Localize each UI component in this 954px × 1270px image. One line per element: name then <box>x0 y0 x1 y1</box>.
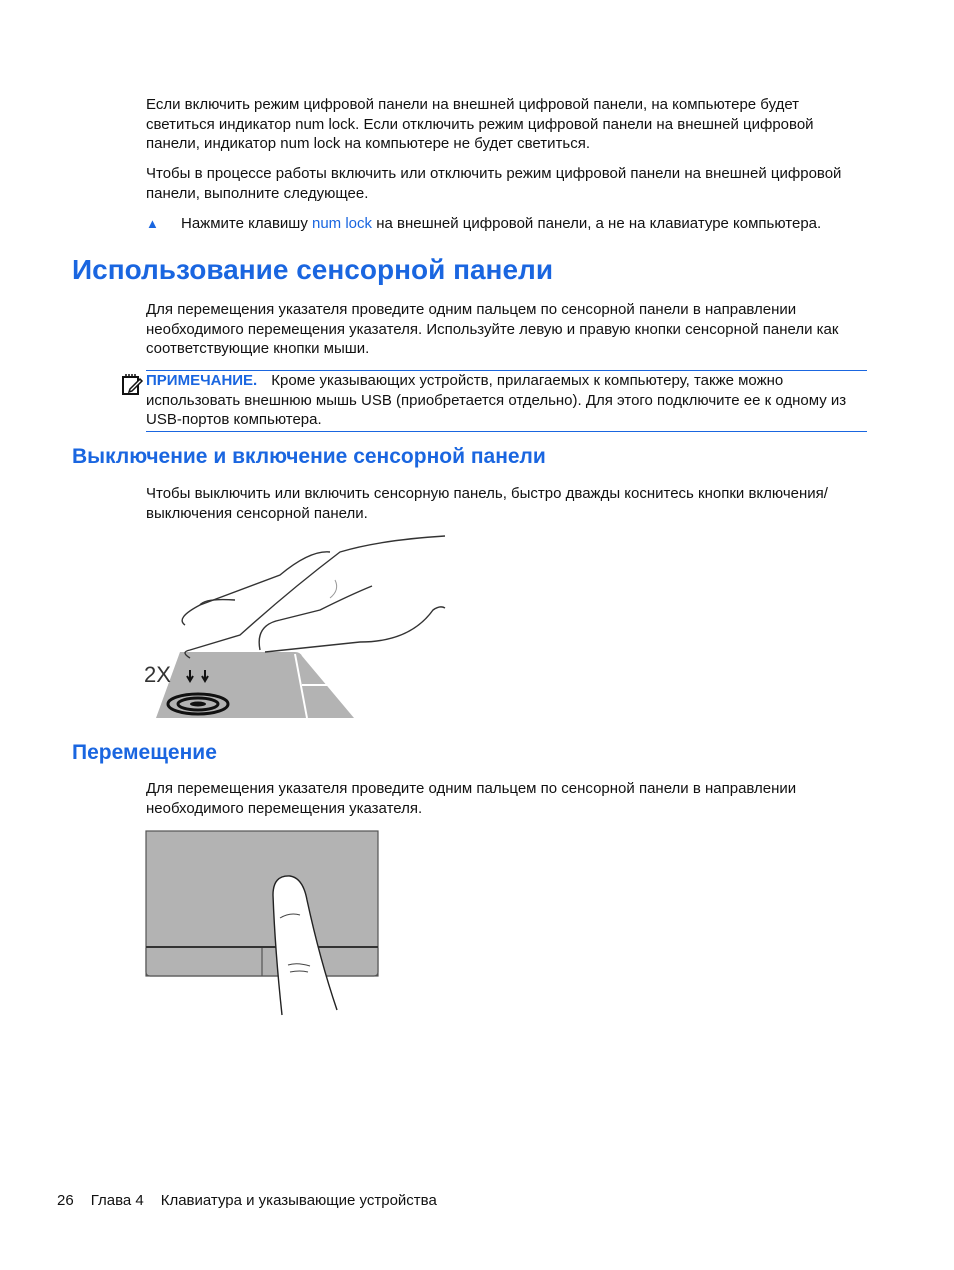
navigation-paragraph: Для перемещения указателя проведите одним пальцем по сенсорной панели в направлении необходимого перемещения указателя. <box>146 780 797 817</box>
page-footer <box>57 1192 454 1209</box>
num-lock-link[interactable]: num lock <box>312 215 373 232</box>
double-tap-label: 2X <box>144 662 171 687</box>
intro-paragraph-1: Если включить режим цифровой панели на внешней цифровой панели, на компьютере будет светиться индикатор num lock. Если отключить режим цифровой панели на внешней цифровой панели, индикатор num lock на компьютере не будет светиться. <box>146 96 814 152</box>
note-text: Кроме указывающих устройств, прилагаемых к компьютеру, также можно использовать внешнюю мышь USB (приобретается отдельно). Для этого подключите ее к одному из USB-портов компьютера. <box>146 372 847 428</box>
section-heading-navigation: Перемещение <box>72 741 217 764</box>
note-box <box>146 370 867 432</box>
page-number: 26 <box>57 1192 74 1209</box>
touchpad-paragraph: Для перемещения указателя проведите одним пальцем по сенсорной панели в направлении необходимого перемещения указателя. Используйте левую и правую кнопки сенсорной панели как соответствующие кнопки мыши. <box>146 301 839 357</box>
triangle-bullet-icon: ▲ <box>146 216 159 231</box>
toggle-paragraph: Чтобы выключить или включить сенсорную панель, быстро дважды коснитесь кнопки включения/выключения сенсорной панели. <box>146 485 828 522</box>
intro-paragraph-2: Чтобы в процессе работы включить или отключить режим цифровой панели на внешней цифровой панели, выполните следующее. <box>146 165 842 202</box>
section-heading-touchpad: Использование сенсорной панели <box>72 254 554 285</box>
bullet-item <box>146 214 871 234</box>
bullet-text-end: на внешней цифровой панели, а не на клавиатуре компьютера. <box>372 215 822 232</box>
bullet-text: Нажмите клавишу <box>181 215 312 232</box>
chapter-label: Глава 4 <box>90 1192 144 1209</box>
chapter-title: Клавиатура и указывающие устройства <box>160 1192 437 1209</box>
note-label: ПРИМЕЧАНИЕ. <box>146 372 258 389</box>
note-icon <box>121 372 145 400</box>
double-tap-illustration <box>140 530 480 730</box>
touchpad-swipe-illustration <box>145 830 380 1020</box>
section-heading-toggle: Выключение и включение сенсорной панели <box>72 445 546 468</box>
